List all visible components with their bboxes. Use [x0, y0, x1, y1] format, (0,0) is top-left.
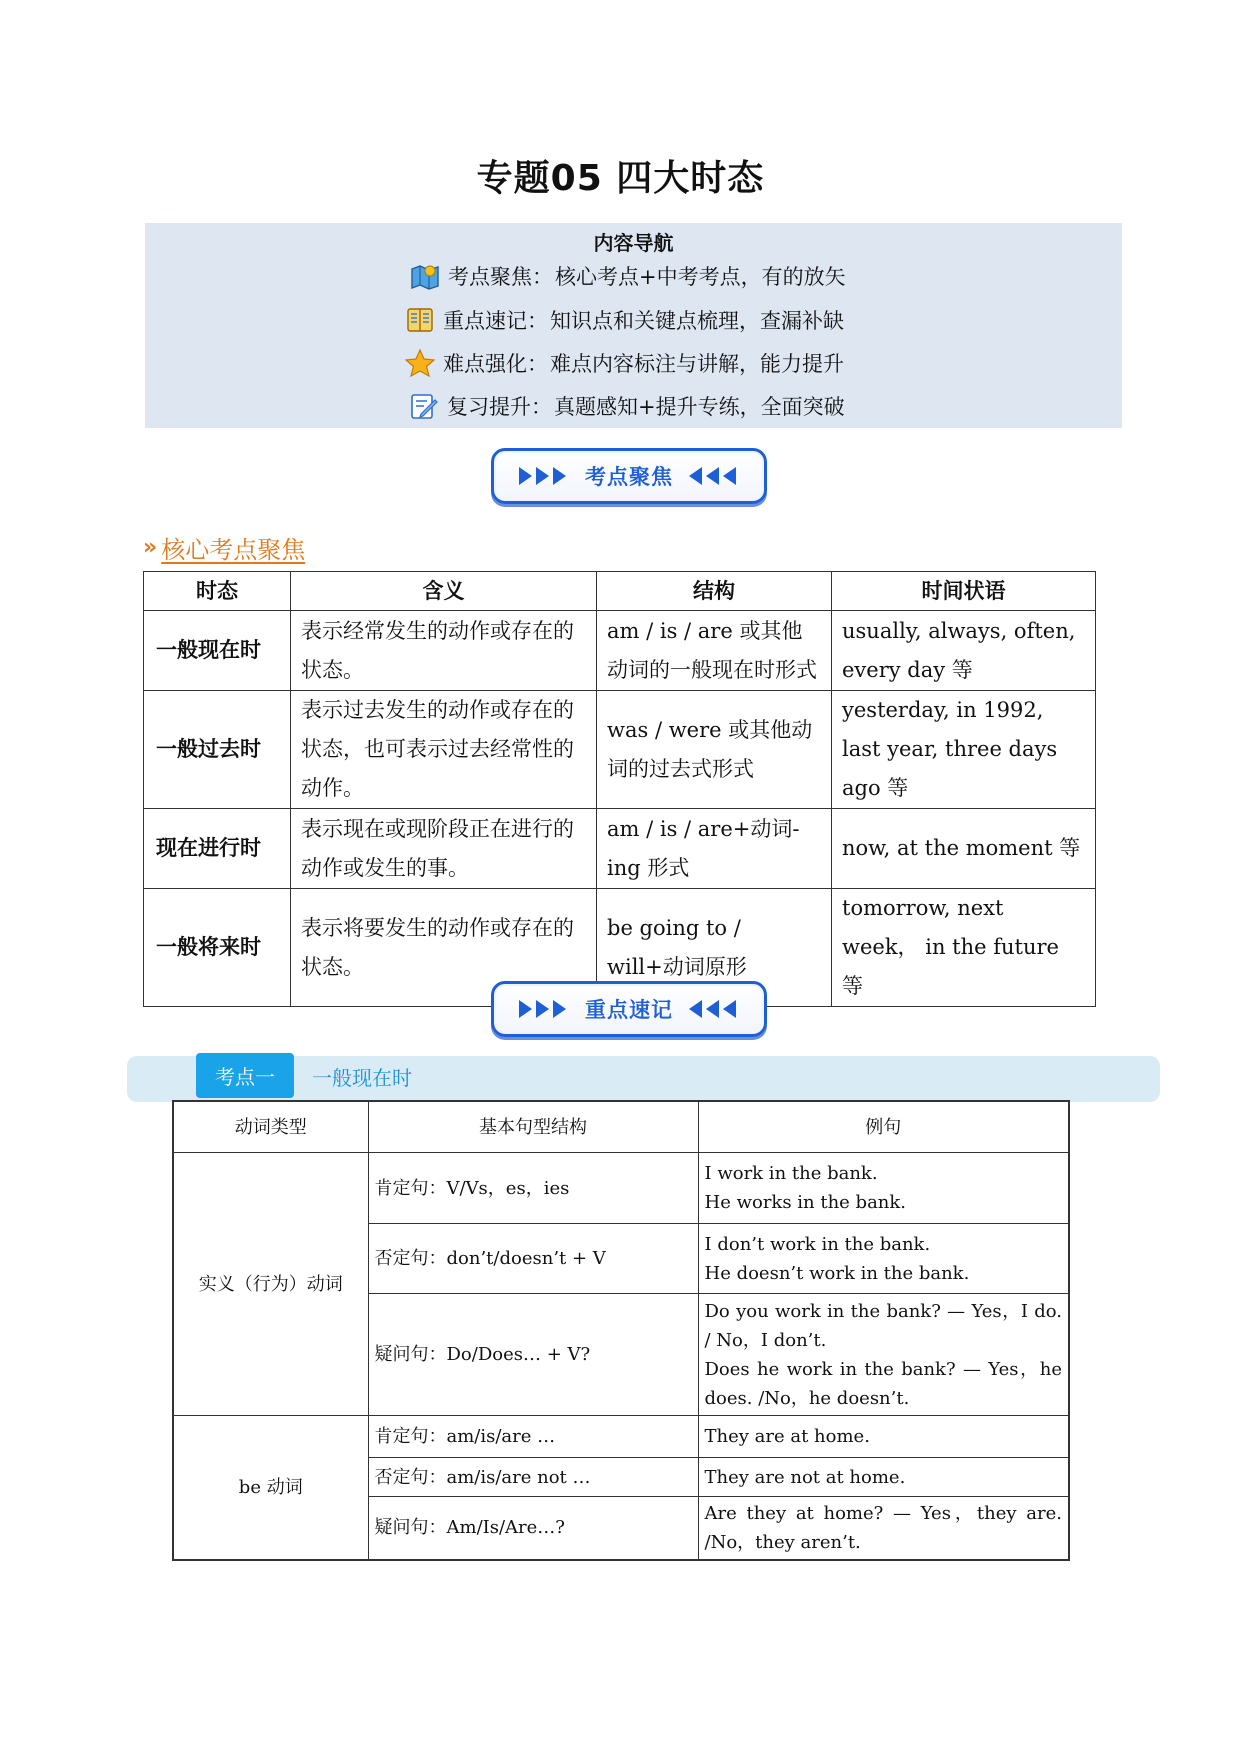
structure-cell: was / were 或其他动词的过去式形式 — [597, 691, 832, 809]
example-line: I work in the bank. — [704, 1163, 878, 1184]
pattern-cell: 肯定句：am/is/are … — [368, 1416, 698, 1458]
example-cell — [698, 1224, 1069, 1294]
example-line: He works in the bank. — [704, 1192, 907, 1213]
kaodian-bar — [127, 1056, 1160, 1102]
column-header: 含义 — [291, 572, 597, 611]
tense-cell: 一般现在时 — [144, 611, 291, 691]
meaning-cell: 表示经常发生的动作或存在的状态。 — [291, 611, 597, 691]
column-header: 基本句型结构 — [368, 1101, 698, 1153]
nav-text: 知识点和关键点梳理，查漏补缺 — [550, 309, 844, 333]
kaodian-title: 一般现在时 — [312, 1066, 412, 1090]
nav-item-difficulty — [405, 348, 844, 378]
page-title: 专题05 四大时态 — [476, 158, 765, 199]
example-line: He doesn’t work in the bank. — [704, 1262, 970, 1284]
double-chevron-icon: » — [143, 535, 152, 560]
pattern-cell: 疑问句：Am/Is/Are…? — [368, 1497, 698, 1560]
present-simple-table — [172, 1100, 1070, 1561]
structure-cell: be going to / will+动词原形 — [597, 889, 832, 1007]
core-heading-text: 核心考点聚焦 — [161, 536, 306, 564]
pattern-cell: 疑问句：Do/Does… + V? — [368, 1294, 698, 1416]
triple-arrow-left-icon — [687, 465, 741, 487]
meaning-cell: 表示现在或现阶段正在进行的动作或发生的事。 — [291, 809, 597, 889]
content-navigation-box — [145, 223, 1122, 428]
meaning-cell: 表示过去发生的动作或存在的状态，也可表示过去经常性的动作。 — [291, 691, 597, 809]
adverbial-cell: tomorrow, next week， in the future 等 — [832, 889, 1096, 1007]
nav-item-notes — [405, 305, 844, 335]
table-row — [144, 611, 1096, 691]
structure-cell: am / is / are+动词-ing 形式 — [597, 809, 832, 889]
column-header: 时态 — [144, 572, 291, 611]
table-row — [173, 1153, 1069, 1224]
table-header-row — [144, 572, 1096, 611]
nav-item-focus — [410, 261, 846, 291]
triple-arrow-left-icon — [687, 998, 741, 1020]
nav-text: 核心考点+中考考点，有的放矢 — [555, 265, 846, 289]
star-icon — [405, 349, 435, 377]
table-row — [144, 691, 1096, 809]
nav-label: 重点速记： — [443, 309, 548, 333]
structure-cell: am / is / are 或其他动词的一般现在时形式 — [597, 611, 832, 691]
pattern-cell: 否定句：don’t/doesn’t + V — [368, 1224, 698, 1294]
table-row — [173, 1416, 1069, 1458]
column-header: 结构 — [597, 572, 832, 611]
tense-cell: 一般过去时 — [144, 691, 291, 809]
banner-label: 考点聚焦 — [585, 465, 673, 489]
nav-label: 难点强化： — [443, 352, 548, 376]
nav-text: 难点内容标注与讲解，能力提升 — [550, 352, 844, 376]
verb-type-cell: be 动词 — [173, 1416, 368, 1560]
tense-cell: 一般将来时 — [144, 889, 291, 1007]
nav-label: 考点聚焦： — [448, 265, 553, 289]
example-cell — [698, 1153, 1069, 1224]
nav-label: 复习提升： — [447, 395, 552, 419]
table-header-row — [173, 1101, 1069, 1153]
column-header: 例句 — [698, 1101, 1069, 1153]
column-header: 时间状语 — [832, 572, 1096, 611]
meaning-cell: 表示将要发生的动作或存在的状态。 — [291, 889, 597, 1007]
section-banner-focus — [491, 448, 767, 504]
pattern-cell: 肯定句：V/Vs，es，ies — [368, 1153, 698, 1224]
table-row — [144, 809, 1096, 889]
example-line: Does he work in the bank? — Yes，he does. /No，he doesn’t. — [704, 1358, 1062, 1409]
example-cell: They are at home. — [698, 1416, 1069, 1458]
tense-cell: 现在进行时 — [144, 809, 291, 889]
adverbial-cell: yesterday, in 1992, last year, three days ago 等 — [832, 691, 1096, 809]
example-cell: They are not at home. — [698, 1458, 1069, 1497]
triple-arrow-right-icon — [517, 998, 571, 1020]
adverbial-cell: now, at the moment 等 — [832, 809, 1096, 889]
pattern-cell: 否定句：am/is/are not … — [368, 1458, 698, 1497]
nav-heading: 内容导航 — [593, 231, 674, 255]
example-cell — [698, 1294, 1069, 1416]
banner-label: 重点速记 — [585, 998, 673, 1022]
nav-text: 真题感知+提升专练，全面突破 — [554, 395, 845, 419]
section-banner-notes — [491, 981, 767, 1037]
triple-arrow-right-icon — [517, 465, 571, 487]
map-icon — [410, 262, 440, 290]
nav-item-review — [409, 391, 845, 421]
edit-note-icon — [409, 392, 439, 420]
column-header: 动词类型 — [173, 1101, 368, 1153]
kaodian-tab: 考点一 — [196, 1053, 294, 1098]
example-line: I don’t work in the bank. — [704, 1233, 931, 1255]
example-line: Do you work in the bank? — Yes，I do. / No，I don’t. — [704, 1300, 1062, 1351]
book-icon — [405, 306, 435, 334]
verb-type-cell: 实义（行为）动词 — [173, 1153, 368, 1416]
core-points-heading — [143, 530, 305, 565]
tense-overview-table — [143, 571, 1096, 1007]
adverbial-cell: usually, always, often, every day 等 — [832, 611, 1096, 691]
example-cell: Are they at home? — Yes，they are. /No，they aren’t. — [698, 1497, 1069, 1560]
